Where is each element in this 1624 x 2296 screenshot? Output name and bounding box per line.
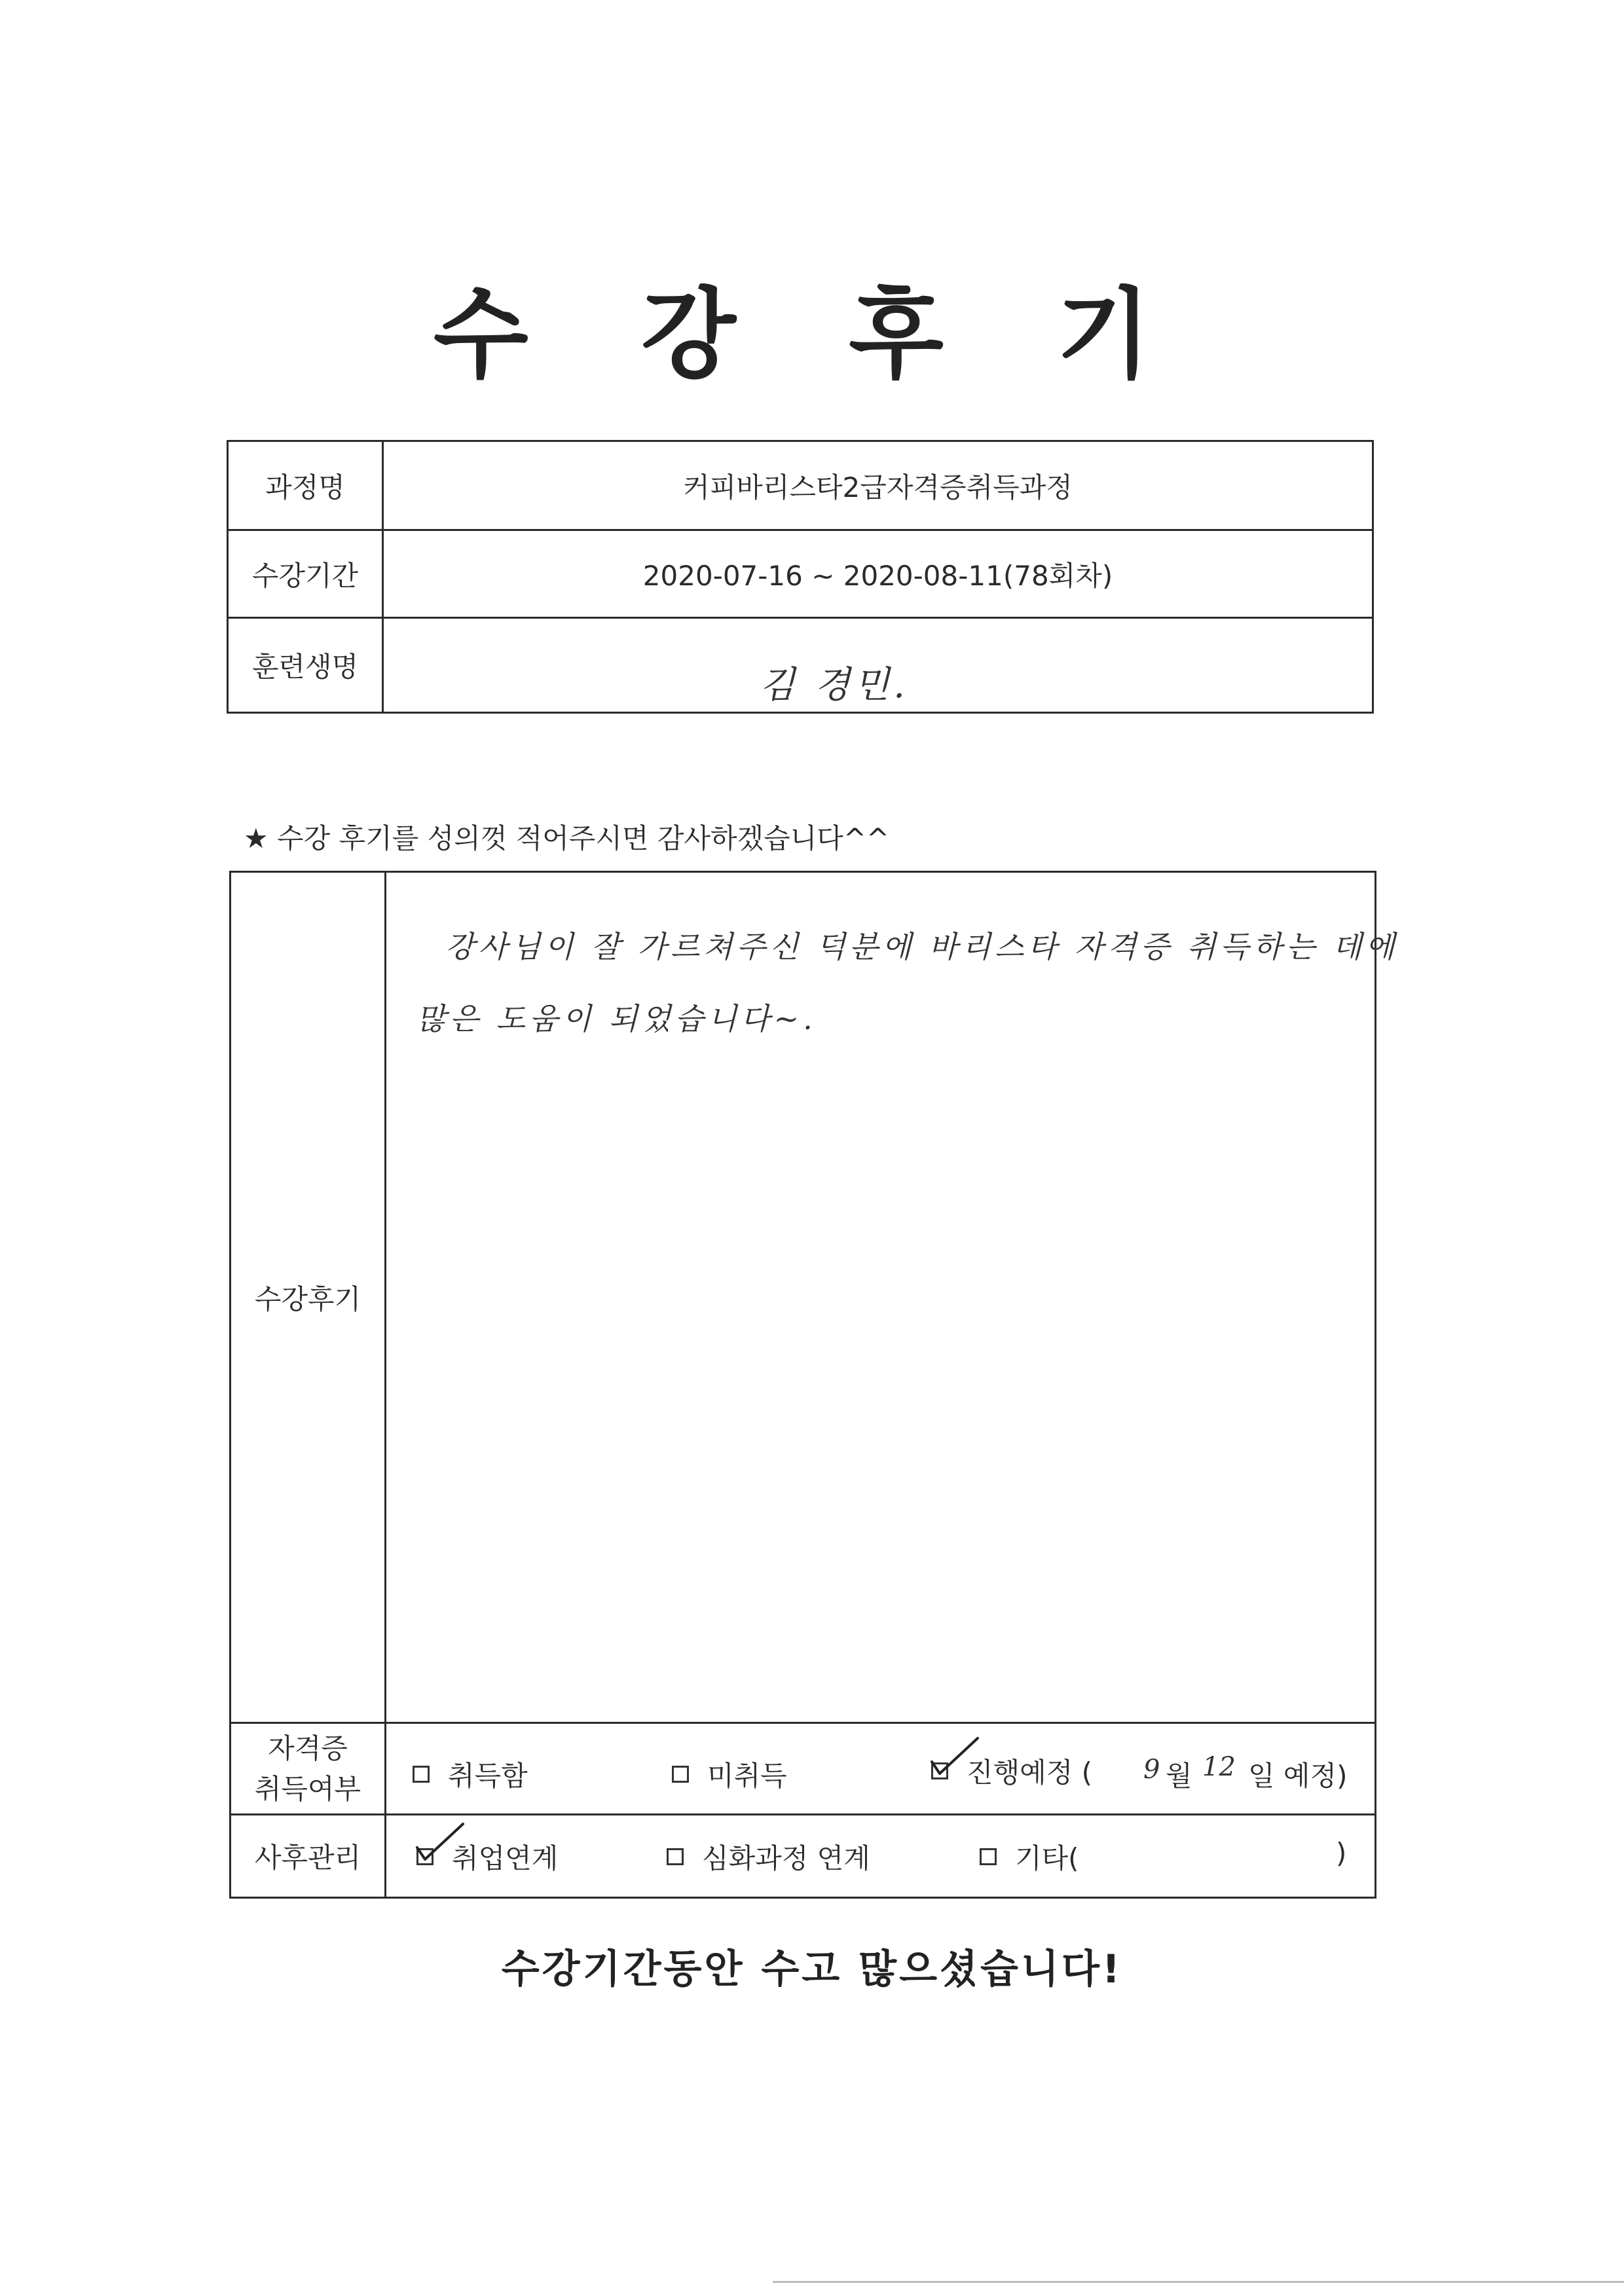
option-advanced-course-label: 심화과정 연계 (702, 1842, 870, 1874)
course-label: 과정명 (265, 471, 345, 503)
period-label: 수강기간 (251, 559, 359, 592)
option-other-close-paren: ) (1336, 1837, 1347, 1869)
checkbox-in-progress[interactable] (931, 1762, 948, 1779)
scheduled-month-handwritten: 9 (1143, 1755, 1160, 1785)
certificate-label-line-2: 취득여부 (254, 1772, 361, 1805)
certificate-label-line-1: 자격증 (268, 1732, 348, 1764)
checkbox-not-acquired[interactable] (672, 1766, 689, 1783)
check-mark-icon (929, 1734, 982, 1780)
checkbox-acquired[interactable] (413, 1766, 430, 1783)
aftercare-label: 사후관리 (254, 1842, 361, 1874)
checkbox-advanced-course[interactable] (667, 1848, 684, 1865)
option-in-progress[interactable] (931, 1751, 1092, 1791)
scheduled-month-unit: 월 (1166, 1760, 1192, 1792)
certificate-label (231, 1724, 384, 1813)
period-value: 2020-07-16 ~ 2020-08-11(78회차) (642, 559, 1113, 592)
scan-edge-line (773, 2281, 1624, 2283)
page-title: 수 강 후 기 (433, 278, 1191, 392)
option-other-label: 기타( (1015, 1842, 1079, 1874)
option-other[interactable] (980, 1837, 1079, 1876)
option-not-acquired-label: 미취득 (707, 1760, 787, 1792)
checkbox-other[interactable] (980, 1848, 997, 1865)
review-text-line-1: 강사님이 잘 가르쳐주신 덕분에 바리스타 자격증 취득하는 데에 (445, 929, 1399, 964)
option-acquired[interactable] (413, 1755, 528, 1794)
option-job-linkage-label: 취업연계 (452, 1842, 559, 1874)
review-label: 수강후기 (254, 1283, 361, 1315)
instruction-note: ★ 수강 후기를 성의껏 적어주시면 감사하겠습니다^^ (244, 822, 890, 854)
closing-message: 수강기간동안 수고 많으셨습니다! (501, 1946, 1123, 1992)
option-job-linkage[interactable] (416, 1837, 558, 1876)
scheduled-day-unit: 일 예정) (1248, 1760, 1348, 1792)
option-not-acquired[interactable] (672, 1755, 787, 1794)
review-text-line-2: 많은 도움이 되었습니다~. (416, 1001, 817, 1036)
option-advanced-course[interactable] (667, 1837, 870, 1876)
option-in-progress-label: 진행예정 ( (967, 1757, 1093, 1789)
option-acquired-label: 취득함 (448, 1760, 528, 1792)
scheduled-day-handwritten: 12 (1202, 1752, 1236, 1782)
trainee-name-handwritten: 김 경민. (760, 664, 909, 706)
checkbox-job-linkage[interactable] (416, 1848, 434, 1865)
course-value: 커피바리스타2급자격증취득과정 (683, 471, 1073, 503)
trainee-label: 훈련생명 (251, 651, 359, 683)
check-mark-icon (415, 1820, 467, 1866)
